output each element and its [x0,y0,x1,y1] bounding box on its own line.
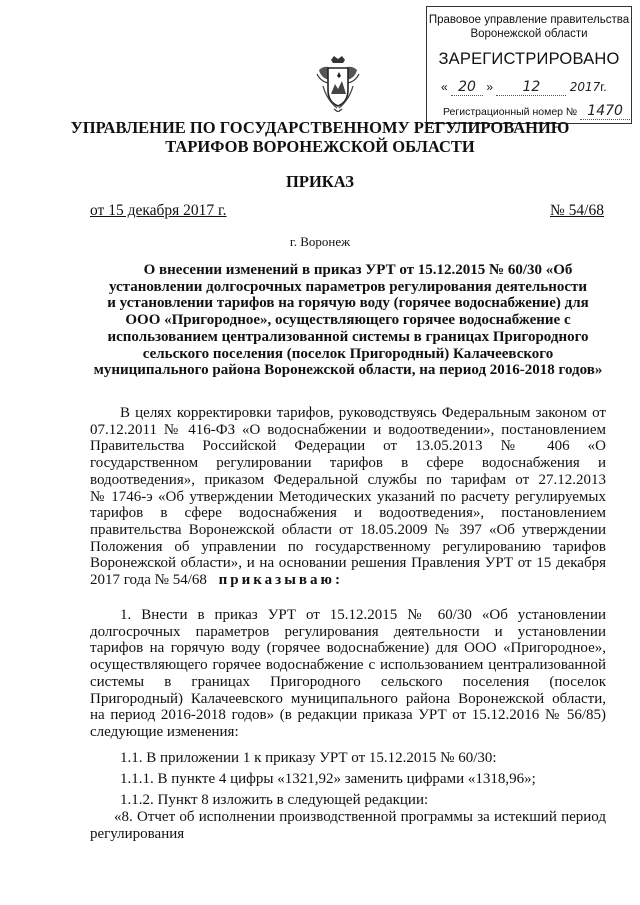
preamble-line: 07.12.2011 № 416-ФЗ «О водоснабжении и водоотведении», постановлением [90,421,606,438]
document-type: ПРИКАЗ [286,172,354,191]
sub-item-1-1: 1.1. В приложении 1 к приказу УРТ от 15.12.2015 № 60/30: [120,750,497,766]
preamble-line: В целях корректировки тарифов, руководствуясь Федеральным законом от [120,405,606,421]
subject-line: использованием централизованной системы в границах Пригородного [107,328,589,345]
subject-line: ООО «Пригородное», осуществляющего горячее водоснабжение с [125,312,571,329]
city: г. Воронеж [289,234,351,249]
order-word: приказываю: [218,572,343,589]
preamble-last-line-start: 2017 года № 54/68 [90,572,207,589]
stamp-org-line2: Воронежской области [470,28,588,40]
stamp-date-month: 12 [496,79,566,96]
stamp-date-day: 20 [451,79,483,96]
org-title-line2: ТАРИФОВ ВОРОНЕЖСКОЙ ОБЛАСТИ [165,137,475,156]
preamble-line: государственном регулировании тарифов в сфере водоснабжения и [90,455,606,472]
stamp-date-year: 2017 [569,80,601,94]
item-1 [90,607,606,741]
stamp-reg-number: 1470 [580,103,630,120]
stamp-date [441,79,631,96]
preamble-line: Положения об управлении по государственному регулированию тарифов [90,538,606,555]
item-8 [90,809,606,842]
item-1-line: осуществляющего горячее водоснабжение с использованием централизованной [90,657,606,674]
subject-line: сельского поселения (поселок Пригородный) Калачеевского [142,345,554,362]
item-1-line: на период 2016-2018 годов» (в редакции приказа УРТ от 15.12.2016 № 56/85) [90,707,606,724]
stamp-registered-label: ЗАРЕГИСТРИРОВАНО [438,50,620,68]
coat-of-arms-icon [315,56,361,112]
preamble-line: правительства Воронежской области от 18.05.2009 № 397 «Об утверждении [90,521,606,538]
item-1-line: тарифов на горячую воду (горячее водоснабжение) для ООО «Пригородное», [90,640,606,657]
sub-item-1-1-1: 1.1.1. В пункте 4 цифры «1321,92» заменить цифрами «1318,96»; [120,771,536,787]
item-8-line1: «8. Отчет об исполнении производственной программы за истекший период [114,809,606,825]
stamp-year-suffix: г. [600,80,607,94]
item-1-line: долгосрочных параметров регулирования деятельности и установлении [90,623,606,640]
preamble-line: Правительства Российской Федерации от 13.05.2013 № 406 «О [90,438,606,455]
subject-line: и установлении тарифов на горячую воду (горячее водоснабжение) для [107,295,589,312]
preamble [90,405,606,589]
subject-line: О внесении изменений в приказ УРТ от 15.12.2015 № 60/30 «Об [143,262,573,278]
preamble-line: № 1746-э «Об утверждении Методических указаний по расчету регулируемых [90,488,606,505]
item-1-line: 1. Внести в приказ УРТ от 15.12.2015 № 60/30 «Об установлении [120,607,606,623]
org-title-line1: УПРАВЛЕНИЕ ПО ГОСУДАРСТВЕННОМУ РЕГУЛИРОВАНИЮ [70,118,570,137]
preamble-line: тарифов в сфере водоснабжения и водоотведения», постановлением [90,505,606,522]
sub-item-1-1-2: 1.1.2. Пункт 8 изложить в следующей редакции: [120,792,429,808]
order-number: № 54/68 [550,202,604,219]
order-date: от 15 декабря 2017 г. [90,202,227,219]
subject-line: муниципального района Воронежской области, на период 2016-2018 годов» [93,362,603,379]
preamble-line: водоотведения», приказом Федеральной службы по тарифам от 27.12.2013 [90,471,606,488]
order-subject [90,262,606,379]
registration-stamp [426,6,632,124]
preamble-line: Воронежской области», и на основании решения Правления УРТ от 15 декабря [90,555,606,572]
preamble-last-line [90,572,606,589]
stamp-org-line1: Правовое управление правительства [428,14,630,26]
item-1-line: Пригородный) Калачеевского муниципального района Воронежской области, [90,690,606,707]
subject-line: установлении долгосрочных параметров регулирования деятельности [108,278,588,295]
item-1-line: следующие изменения: [90,723,239,740]
stamp-reg-number-label: Регистрационный номер № [443,106,578,118]
stamp-quote-close: » [486,80,494,94]
item-8-line2: регулирования [90,825,185,842]
item-1-line: системы в границах Пригородного сельского поселения (поселок [90,673,606,690]
stamp-quote-open: « [441,80,448,94]
